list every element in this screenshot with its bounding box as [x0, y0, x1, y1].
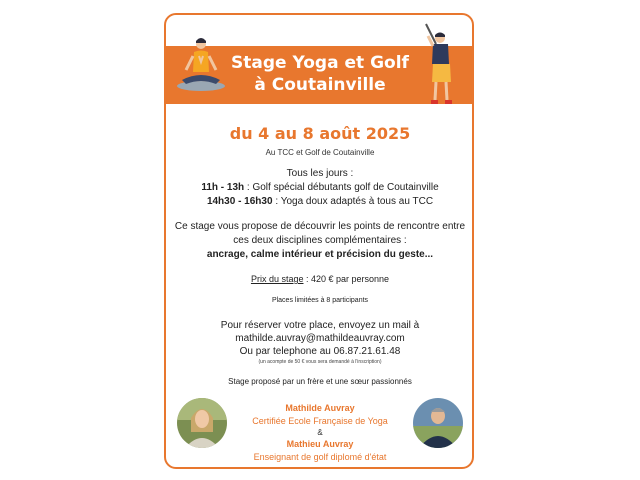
schedule-heading: Tous les jours :: [286, 168, 354, 179]
title-line1: Stage Yoga et Golf: [231, 53, 409, 73]
tagline: Stage proposé par un frère et une sœur passionnés: [228, 377, 412, 386]
schedule-yoga: [168, 196, 472, 207]
schedule-golf: [168, 182, 472, 193]
booking-line1: Pour réserver votre place, envoyez un mail à: [220, 320, 420, 331]
host1-role: Certifiée Ecole Française de Yoga: [252, 416, 388, 426]
yoga-text: : Yoga doux adaptés à tous au TCC: [272, 196, 434, 207]
places-limited: Places limitées à 8 participants: [271, 297, 369, 304]
page-title: [205, 52, 435, 96]
description-line2: ces deux disciplines complémentaires :: [233, 235, 407, 246]
booking-email[interactable]: mathilde.auvray@mathildeauvray.com: [235, 333, 405, 344]
golf-text: : Golf spécial débutants golf de Coutainville: [244, 182, 439, 193]
hosts-ampersand: &: [317, 428, 323, 437]
description-line1: Ce stage vous propose de découvrir les points de rencontre entre: [174, 221, 466, 232]
deposit-note: (un acompte de 50 € vous sera demandé à l'inscription): [258, 359, 382, 365]
golf-time: 11h - 13h: [201, 182, 245, 193]
price-label: Prix du stage: [250, 274, 304, 284]
event-location: Au TCC et Golf de Coutainville: [265, 148, 375, 157]
booking-phone: Ou par telephone au 06.87.21.61.48: [239, 346, 401, 357]
host2-role: Enseignant de golf diplomé d'état: [253, 452, 387, 462]
description-highlight: ancrage, calme intérieur et précision du geste...: [206, 249, 434, 260]
price-value: : 420 € par personne: [303, 274, 390, 284]
host2-name: Mathieu Auvray: [286, 439, 354, 449]
price-line: [168, 274, 472, 284]
event-dates: du 4 au 8 août 2025: [229, 124, 411, 143]
yoga-time: 14h30 - 16h30: [206, 196, 273, 207]
host1-name: Mathilde Auvray: [285, 403, 355, 413]
title-line2: à Coutainville: [254, 75, 386, 95]
